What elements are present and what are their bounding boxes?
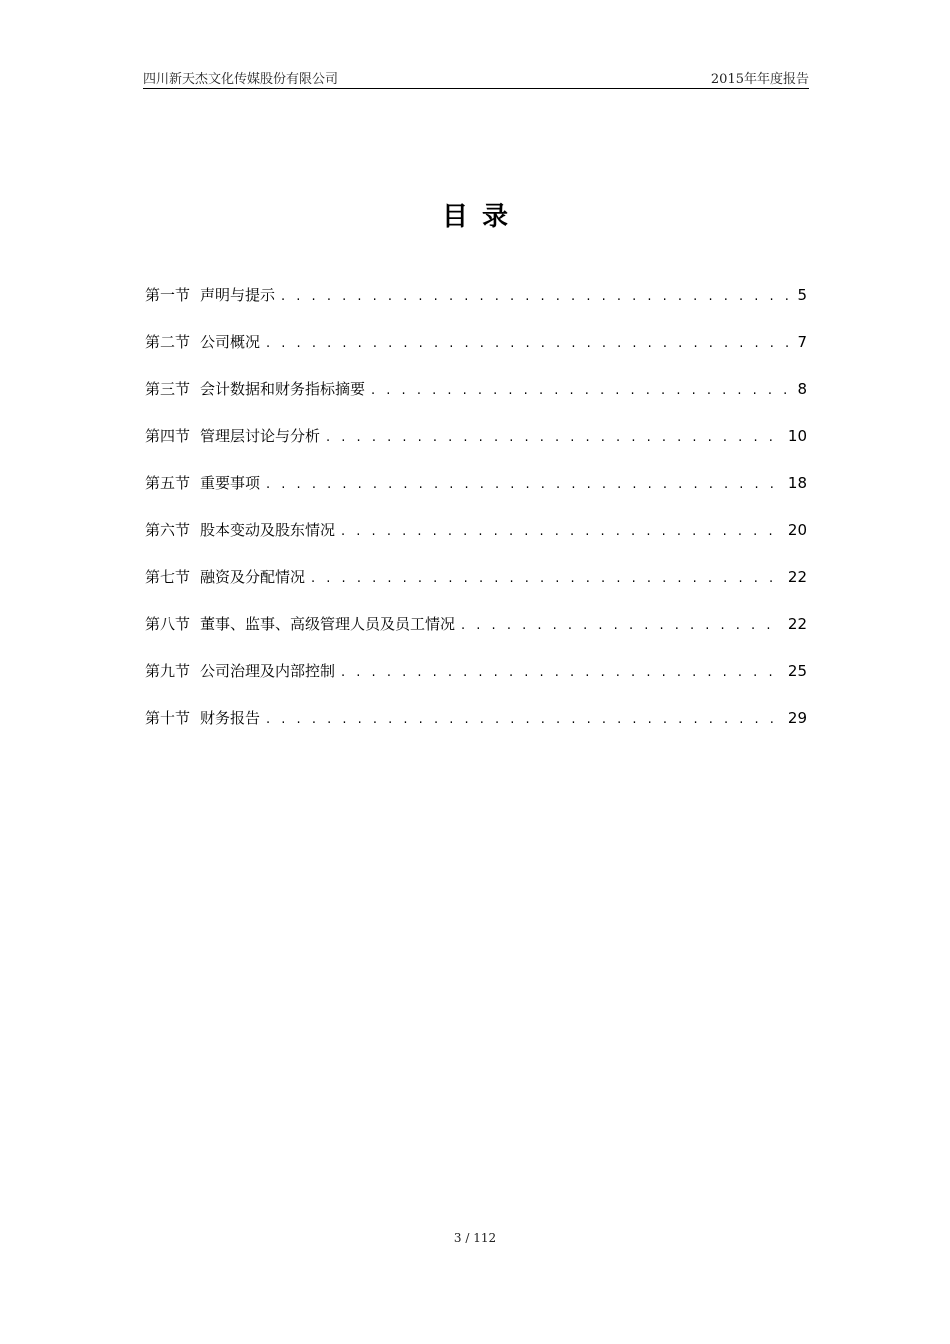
toc-section-name: 公司概况	[200, 333, 261, 351]
toc-entry[interactable]	[145, 659, 807, 706]
toc-entry[interactable]	[145, 706, 807, 753]
toc-section-name: 重要事项	[200, 474, 261, 492]
toc-section-number: 第一节	[145, 286, 191, 304]
page-header	[143, 66, 809, 89]
toc-dot-leader	[341, 520, 782, 544]
toc-dot-leader	[266, 473, 782, 497]
toc-section-name: 董事、监事、高级管理人员及员工情况	[200, 615, 456, 633]
toc-section-name: 会计数据和财务指标摘要	[200, 380, 366, 398]
toc-page-number: 5	[797, 286, 807, 304]
toc-section-name: 公司治理及内部控制	[200, 662, 336, 680]
toc-page-number: 29	[787, 709, 807, 727]
toc-section-number: 第二节	[145, 333, 191, 351]
toc-entry[interactable]	[145, 377, 807, 424]
toc-dot-leader	[326, 426, 782, 450]
toc-section-name: 声明与提示	[200, 286, 276, 304]
table-of-contents	[145, 283, 807, 753]
toc-section-number: 第十节	[145, 709, 191, 727]
toc-section-number: 第九节	[145, 662, 191, 680]
toc-section-number: 第六节	[145, 521, 191, 539]
toc-section-name: 融资及分配情况	[200, 568, 306, 586]
toc-entry[interactable]	[145, 612, 807, 659]
toc-dot-leader	[281, 285, 791, 309]
toc-entry[interactable]	[145, 330, 807, 377]
toc-section-number: 第七节	[145, 568, 191, 586]
page-footer	[0, 1231, 950, 1245]
toc-section-number: 第八节	[145, 615, 191, 633]
toc-page-number: 10	[787, 427, 807, 445]
toc-entry[interactable]	[145, 283, 807, 330]
toc-page-number: 18	[787, 474, 807, 492]
toc-page-number: 8	[797, 380, 807, 398]
toc-page-number: 22	[787, 568, 807, 586]
company-name: 四川新天杰文化传媒股份有限公司	[143, 72, 339, 87]
toc-entry[interactable]	[145, 518, 807, 565]
toc-page-number: 25	[787, 662, 807, 680]
toc-dot-leader	[371, 379, 791, 403]
toc-dot-leader	[266, 332, 791, 356]
toc-section-name: 财务报告	[200, 709, 261, 727]
toc-page-number: 22	[787, 615, 807, 633]
toc-dot-leader	[341, 661, 782, 685]
toc-entry[interactable]	[145, 565, 807, 612]
toc-dot-leader	[266, 708, 782, 732]
toc-entry[interactable]	[145, 471, 807, 518]
toc-dot-leader	[311, 567, 782, 591]
page-indicator: 3 / 112	[453, 1231, 497, 1245]
toc-section-name: 股本变动及股东情况	[200, 521, 336, 539]
toc-section-number: 第三节	[145, 380, 191, 398]
toc-section-name: 管理层讨论与分析	[200, 427, 321, 445]
toc-entry[interactable]	[145, 424, 807, 471]
toc-section-number: 第五节	[145, 474, 191, 492]
toc-dot-leader	[461, 614, 782, 638]
toc-page-number: 20	[787, 521, 807, 539]
toc-section-number: 第四节	[145, 427, 191, 445]
toc-heading: 目录	[441, 202, 522, 232]
report-title: 2015年年度报告	[710, 72, 809, 87]
toc-page-number: 7	[797, 333, 807, 351]
